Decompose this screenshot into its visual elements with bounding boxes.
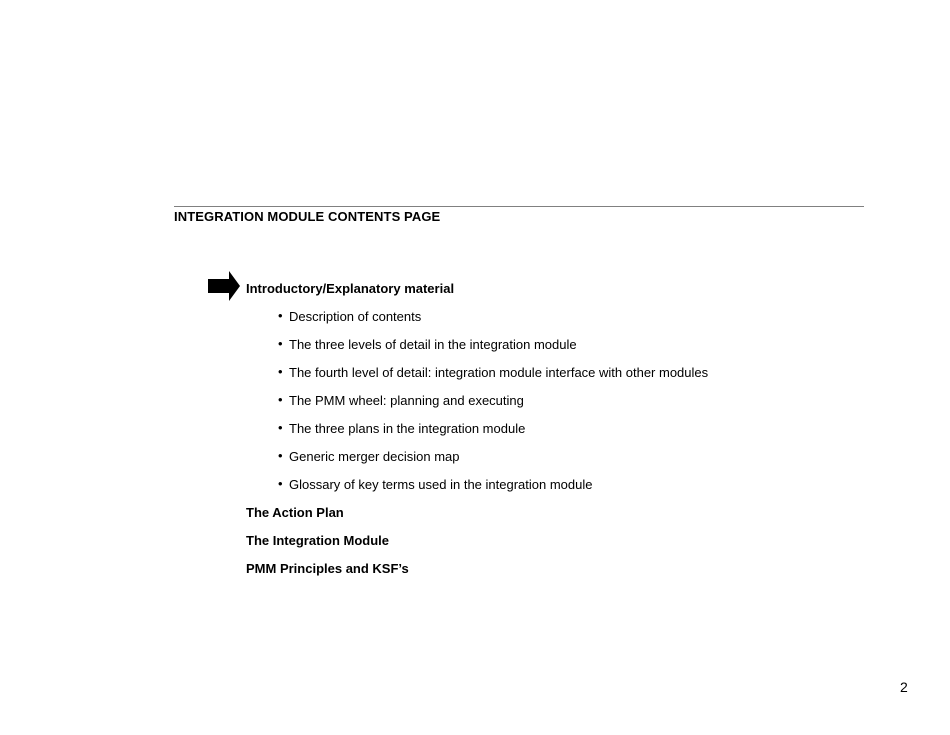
toc-subsection-list [246, 308, 708, 504]
toc-section-label: Introductory/Explanatory material [246, 281, 455, 296]
bullet-icon: • [278, 336, 283, 351]
toc-subitem: • The PMM wheel: planning and executing [278, 392, 524, 408]
bullet-icon: • [278, 308, 283, 323]
right-arrow-icon [208, 271, 240, 301]
bullet-icon: • [278, 448, 283, 463]
bullet-icon: • [278, 364, 283, 379]
header-rule [174, 206, 864, 207]
toc-section-pmm-principles: PMM Principles and KSF’s [246, 561, 409, 576]
toc-subitem: • Glossary of key terms used in the integration module [278, 476, 593, 492]
toc-section-introductory [246, 280, 708, 504]
page-number: 2 [900, 679, 908, 695]
bullet-icon: • [278, 392, 283, 407]
toc-section-integration-module: The Integration Module [246, 533, 389, 548]
toc-subitem: • The fourth level of detail: integration module interface with other modules [278, 364, 709, 380]
toc-subitem: • Generic merger decision map [278, 448, 460, 464]
toc-subitem: • Description of contents [278, 308, 422, 324]
bullet-icon: • [278, 420, 283, 435]
page-title: INTEGRATION MODULE CONTENTS PAGE [174, 209, 441, 224]
toc-subitem: • The three plans in the integration module [278, 420, 526, 436]
toc-section-action-plan: The Action Plan [246, 505, 344, 520]
toc-subitem: • The three levels of detail in the integration module [278, 336, 577, 352]
bullet-icon: • [278, 476, 283, 491]
table-of-contents [246, 280, 708, 588]
